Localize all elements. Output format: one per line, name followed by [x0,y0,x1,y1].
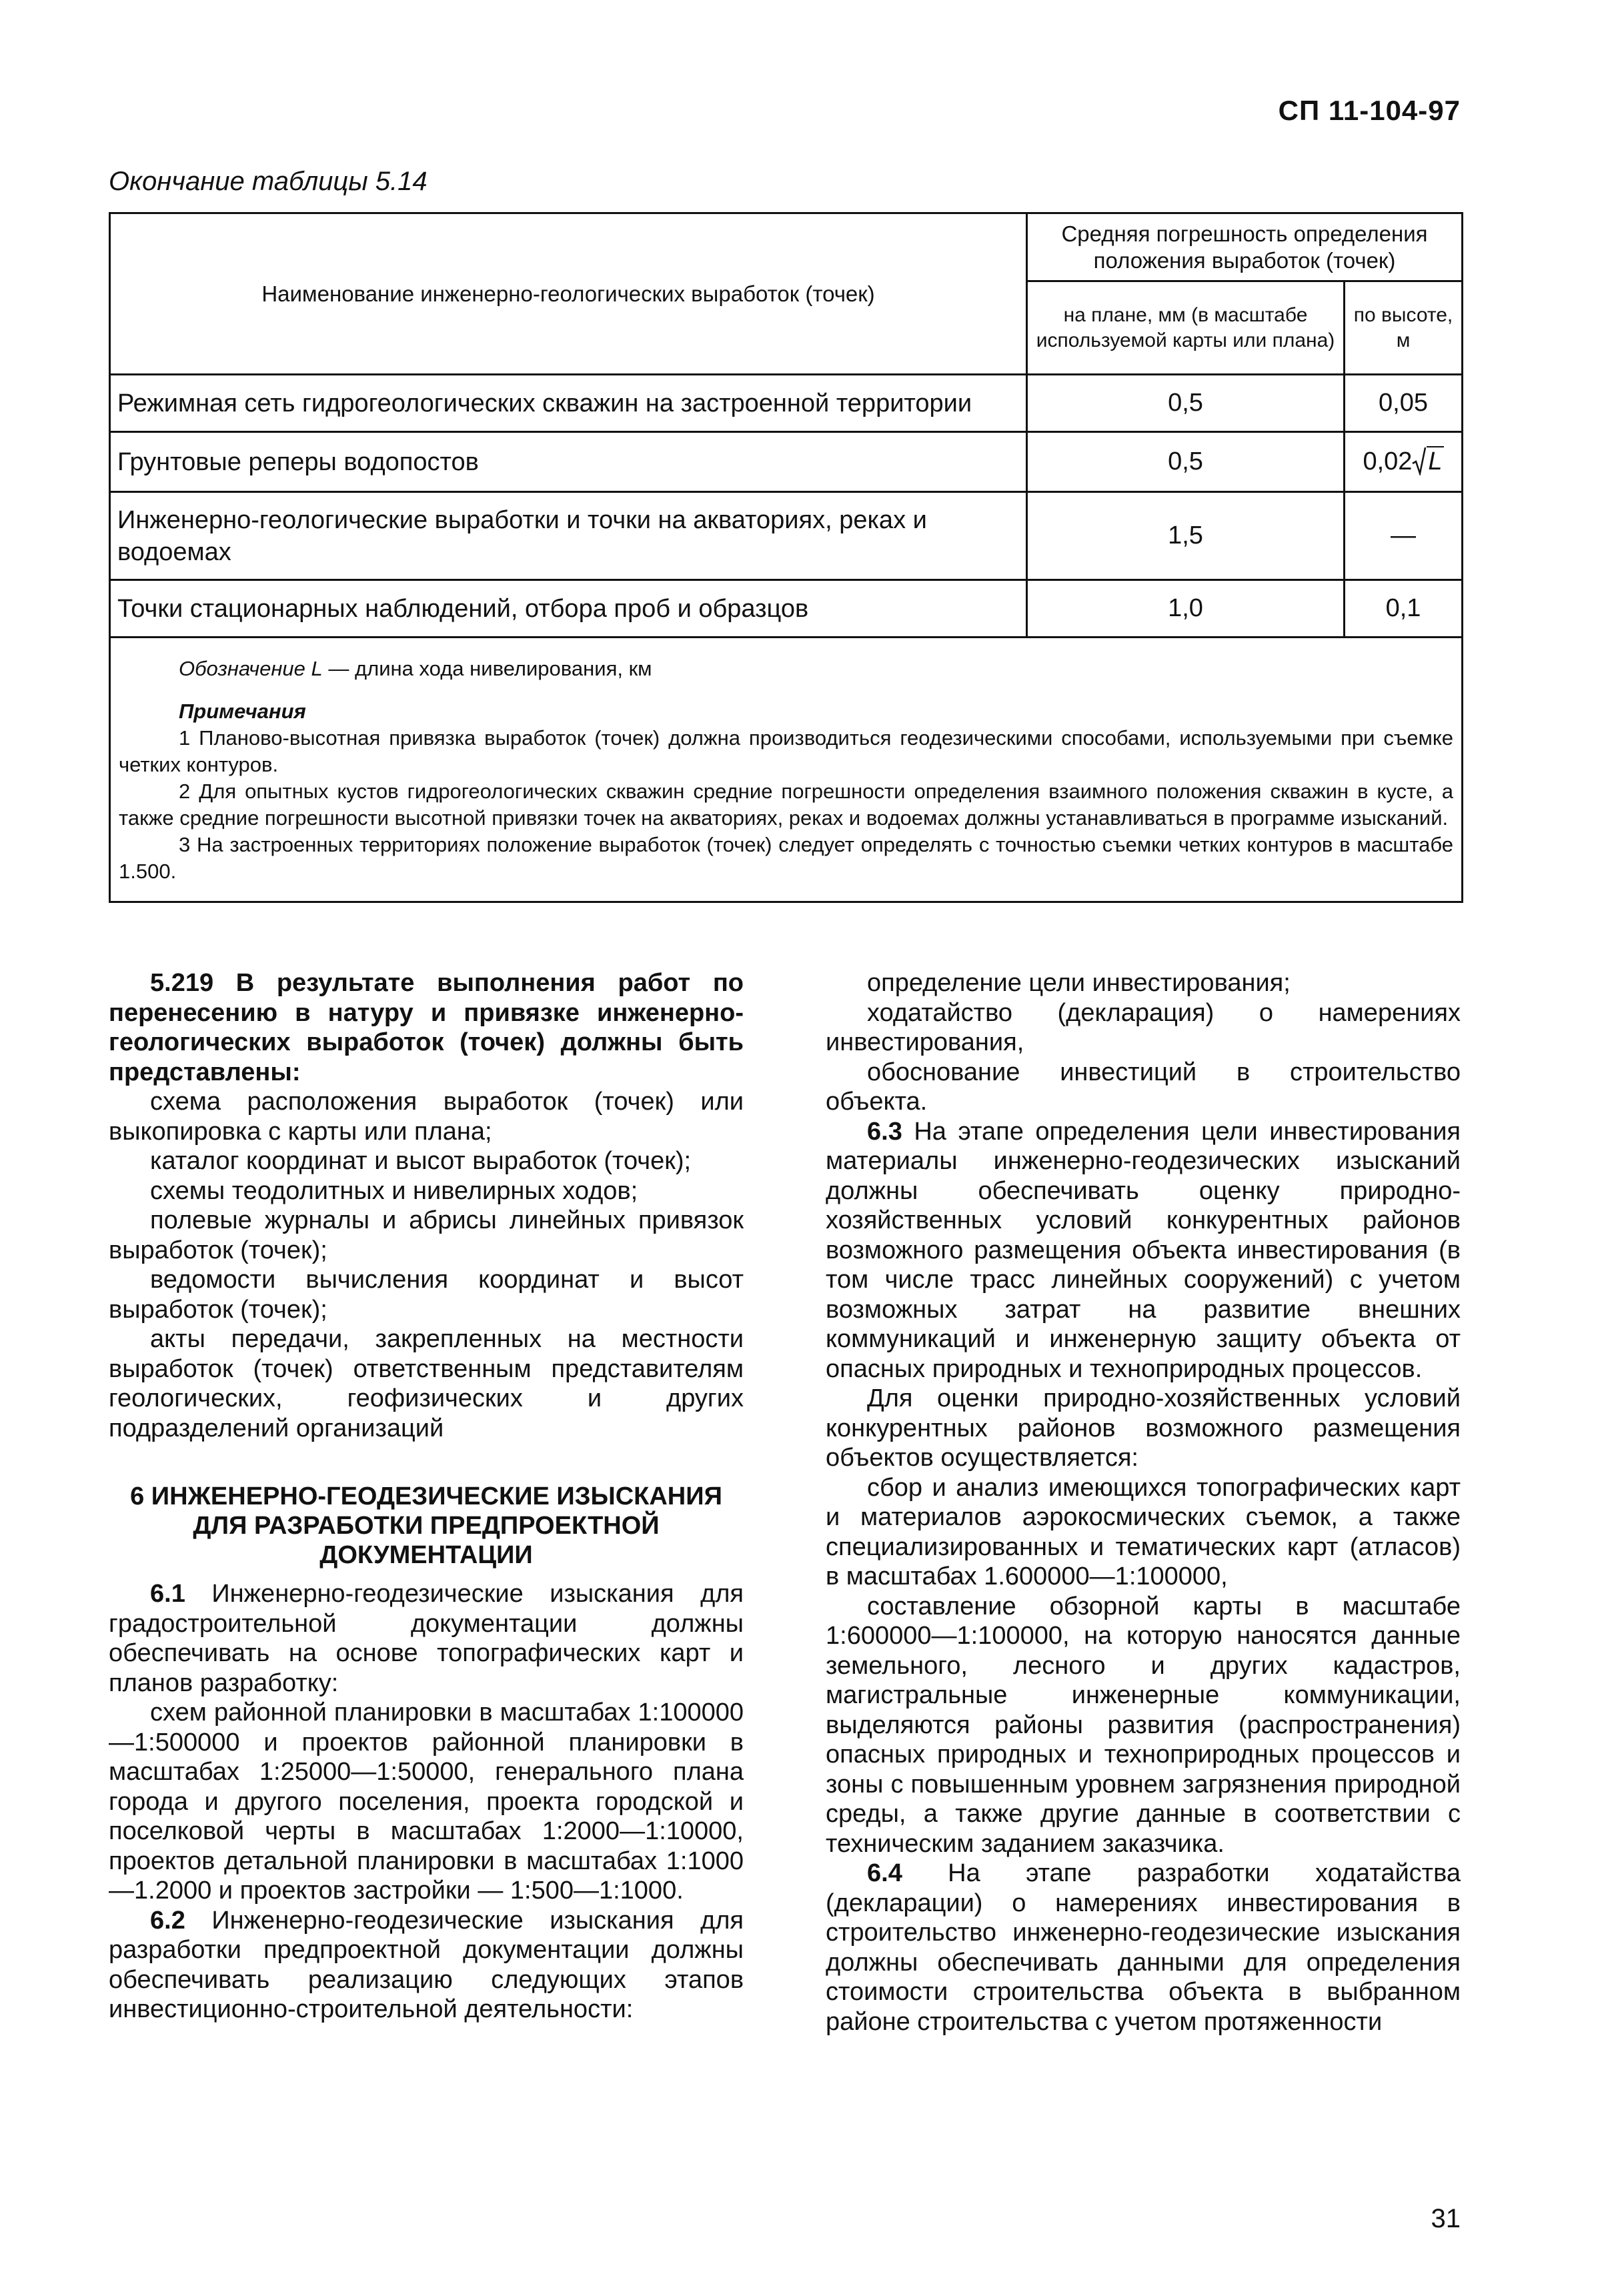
table-row [110,580,1463,638]
list-item: схемы теодолитных и нивелирных ходов; [150,1176,638,1205]
row-name: Точки стационарных наблюдений, отбора проб и образцов [110,580,1027,638]
row-plan-value: 0,5 [1027,432,1345,492]
list-item: схема расположения выработок (точек) или выкопировка с карты или плана; [109,1088,744,1146]
note-item: 1 Планово-высотная привязка выработок (точек) должна производиться геодезическими способами, используемыми при съемке четких контуров. [119,726,1453,776]
paragraph: Для оценки природно-хозяйственных условий конкурентных районов возможного размещения объектов осуществляется: [826,1384,1461,1472]
header-error-group: Средняя погрешность определения положения выработок (точек) [1027,213,1463,281]
list-item: определение цели инвестирования; [867,969,1291,997]
table-row [110,492,1463,580]
list-item: ведомости вычисления координат и высот выработок (точек); [109,1266,744,1324]
list-item: сбор и анализ имеющихся топографических карт и материалов аэрокосмических съемок, а также специализированных и тематических карт (атласов) в масштабах 1.600000—1:100000, [826,1473,1461,1590]
height-coefficient: 0,02 [1363,447,1413,475]
row-plan-value: 1,0 [1027,580,1345,638]
list-item: составление обзорной карты в масштабе 1:600000—1:100000, на которую наносятся данные земельного, лесного и других кадастров, магистральные инженерные коммуникации, выделяются районы развития (распространения) опасных природных и техноприродных процессов и зоны с повышенным уровнем загрязнения природной среды, а также другие данные в соответствии с техническим заданием заказчика. [826,1592,1461,1858]
header-plan-column: на плане, мм (в масштабе используемой карты или плана) [1027,281,1345,375]
clause-text: На этапе определения цели инвестирования материалы инженерно-геодезических изысканий должны обеспечивать оценку природно-хозяйственных условий конкурентных районов возможного размещения объекта инвестирования (в том числе трасс линейных сооружений) с учетом возможных затрат на развитие внешних коммуникаций и инженерную защиту объекта от опасных природных и техноприродных процессов. [826,1117,1461,1383]
row-height-value: 0,05 [1345,375,1463,432]
section-6-title: 6 ИНЖЕНЕРНО-ГЕОДЕЗИЧЕСКИЕ ИЗЫСКАНИЯ ДЛЯ РАЗРАБОТКИ ПРЕДПРОЕКТНОЙ ДОКУМЕНТАЦИИ [130,1482,722,1569]
table-notes [110,638,1463,902]
right-text-column [826,968,1461,2037]
row-name: Инженерно-геологические выработки и точки на акваториях, реках и водоемах [110,492,1027,580]
notes-title: Примечания [179,700,306,723]
row-height-value: 0,1 [1345,580,1463,638]
clause-number: 6.2 [150,1906,185,1935]
page-number: 31 [1431,2204,1461,2233]
designation-symbol: L [311,657,323,680]
left-text-column [109,968,744,2025]
table-row [110,432,1463,492]
row-plan-value: 0,5 [1027,375,1345,432]
note-item: 2 Для опытных кустов гидрогеологических скважин средние погрешности определения взаимного положения скважин в кусте, а также средние погрешности высотной привязки точек на акваториях, реках и водоемах должны устанавливаться в программе изысканий. [119,780,1453,830]
list-item: обоснование инвестиций в строительство объекта. [826,1058,1461,1116]
header-name-column: Наименование инженерно-геологических выработок (точек) [110,213,1027,375]
designation-line [119,656,1453,682]
row-plan-value: 1,5 [1027,492,1345,580]
list-item: каталог координат и высот выработок (точек); [150,1147,692,1175]
row-height-value [1345,432,1463,492]
list-item: схем районной планировки в масштабах 1:100000—1:500000 и проектов районной планировки в масштабах 1:25000—1:50000, генерального плана города и другого поселения, проекта городской и поселковой черты в масштабах 1:2000—1:10000, проектов детальной планировки в масштабах 1:1000—1.2000 и проектов застройки — 1:500—1:1000. [109,1698,744,1905]
square-root-symbol [1412,447,1443,476]
row-name: Режимная сеть гидрогеологических скважин на застроенной территории [110,375,1027,432]
list-item: акты передачи, закрепленных на местности выработок (точек) ответственным представителям геологических, геофизических и других подразделений организаций [109,1325,744,1442]
radicand: L [1428,447,1443,475]
clause-text: Инженерно-геодезические изыскания для разработки предпроектной документации должны обеспечивать реализацию следующих этапов инвестиционно-строительной деятельности: [109,1906,744,2023]
row-name: Грунтовые реперы водопостов [110,432,1027,492]
designation-label: Обозначение [179,657,305,680]
note-item: 3 На застроенных территориях положение выработок (точек) следует определять с точностью съемки четких контуров в масштабе 1.500. [119,833,1453,883]
clause-text: На этапе разработки ходатайства (декларации) о намерениях инвестирования в строительство инженерно-геодезические изыскания должны обеспечивать данными для определения стоимости строительства объекта в выбранном районе строительства с учетом протяженности [826,1859,1461,2036]
clause-number: 6.4 [867,1859,902,1887]
table-row [110,375,1463,432]
designation-text: — длина хода нивелирования, км [328,657,652,680]
clause-6-2 [109,1906,744,2025]
clause-number: 6.3 [867,1117,902,1146]
header-height-column: по высоте, м [1345,281,1463,375]
clause-text: Инженерно-геодезические изыскания для градостроительной документации должны обеспечивать на основе топографических карт и планов разработку: [109,1580,744,1697]
list-item: ходатайство (декларация) о намерениях инвестирования, [826,998,1461,1056]
list-item: полевые журналы и абрисы линейных привязок выработок (точек); [109,1206,744,1264]
errors-table [109,212,1463,903]
document-code: СП 11-104-97 [1278,95,1461,126]
clause-number: 6.1 [150,1580,185,1608]
table-caption: Окончание таблицы 5.14 [109,167,428,196]
row-height-value: — [1345,492,1463,580]
clause-5-219-heading: 5.219 В результате выполнения работ по перенесению в натуру и привязке инженерно-геологических выработок (точек) должны быть представлены: [109,969,744,1086]
clause-6-4 [826,1859,1461,2037]
clause-6-1 [109,1579,744,1698]
clause-6-3 [826,1117,1461,1384]
